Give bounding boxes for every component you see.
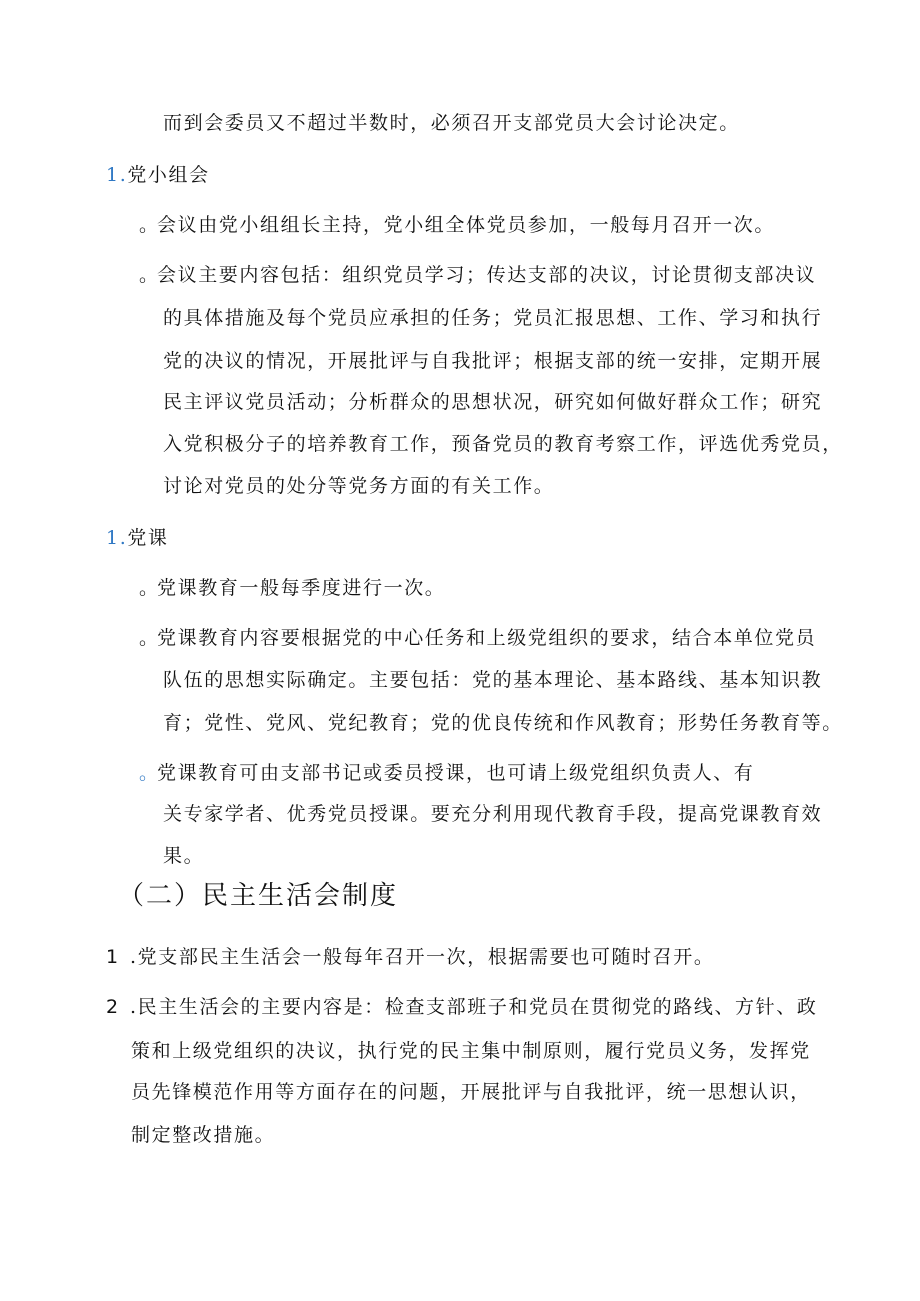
list-item-text: 会议由党小组组长主持，党小组全体党员参加，一般每月召开一次。 — [157, 214, 776, 236]
paragraph-line: 而到会委员又不超过半数时，必须召开支部党员大会讨论决定。 — [163, 112, 740, 134]
list-item-continuation: 党的决议的情况，开展批评与自我批评；根据支部的统一安排，定期开展 — [163, 350, 823, 372]
section-heading-party-group — [106, 162, 210, 188]
bullet-icon: 。 — [139, 214, 160, 236]
numbered-item-continuation: 制定整改措施。 — [131, 1124, 276, 1146]
list-item — [139, 575, 445, 601]
list-item-continuation: 入党积极分子的培养教育工作，预备党员的教育考察工作，评选优秀党员， — [163, 433, 843, 455]
list-item-text: 会议主要内容包括：组织党员学习；传达支部的决议，讨论贯彻支部决议 — [157, 264, 817, 286]
section-number: 1. — [106, 164, 128, 186]
bullet-icon: 。 — [139, 577, 160, 599]
bullet-icon: 。 — [139, 264, 160, 286]
section-title: 党课 — [127, 527, 169, 549]
numbered-item-text: .民主生活会的主要内容是：检查支部班子和党员在贯彻党的路线、方针、政 — [130, 996, 818, 1018]
numbered-item-text: .党支部民主生活会一般每年召开一次，根据需要也可随时召开。 — [130, 946, 715, 968]
list-item-continuation: 队伍的思想实际确定。主要包括：党的基本理论、基本路线、基本知识教 — [163, 669, 823, 691]
numbered-item — [106, 944, 714, 970]
section-heading-party-lesson — [106, 525, 169, 551]
section-heading-democratic-life: （二）民主生活会制度 — [118, 881, 399, 911]
bullet-icon: 。 — [139, 627, 160, 649]
numbered-item-continuation: 员先锋模范作用等方面存在的问题，开展批评与自我批评，统一思想认识， — [131, 1081, 811, 1103]
item-number: 2 — [106, 996, 120, 1018]
list-item — [139, 262, 816, 288]
list-item-continuation: 果。 — [163, 845, 205, 867]
list-item-text: 党课教育内容要根据党的中心任务和上级党组织的要求，结合本单位党员 — [157, 627, 817, 649]
numbered-item — [106, 994, 817, 1020]
list-item — [139, 625, 816, 651]
list-item-continuation: 讨论对党员的处分等党务方面的有关工作。 — [163, 475, 555, 497]
list-item — [139, 212, 775, 238]
list-item-continuation: 民主评议党员活动；分析群众的思想状况，研究如何做好群众工作；研究 — [163, 391, 823, 413]
list-item-continuation: 育；党性、党风、党纪教育；党的优良传统和作风教育；形势任务教育等。 — [163, 712, 843, 734]
list-item-text: 党课教育一般每季度进行一次。 — [157, 577, 446, 599]
numbered-item-continuation: 策和上级党组织的决议，执行党的民主集中制原则，履行党员义务，发挥党 — [131, 1040, 811, 1062]
list-item-continuation: 的具体措施及每个党员应承担的任务；党员汇报思想、工作、学习和执行 — [163, 307, 823, 329]
list-item-continuation: 关专家学者、优秀党员授课。要充分利用现代教育手段，提高党课教育效 — [163, 803, 823, 825]
section-number: 1. — [106, 527, 128, 549]
item-number: 1 — [106, 946, 120, 968]
list-item — [139, 760, 754, 786]
section-title: 党小组会 — [127, 164, 210, 186]
list-item-text: 党课教育可由支部书记或委员授课，也可请上级党组织负责人、有 — [157, 762, 755, 784]
bullet-icon: 。 — [139, 762, 160, 784]
